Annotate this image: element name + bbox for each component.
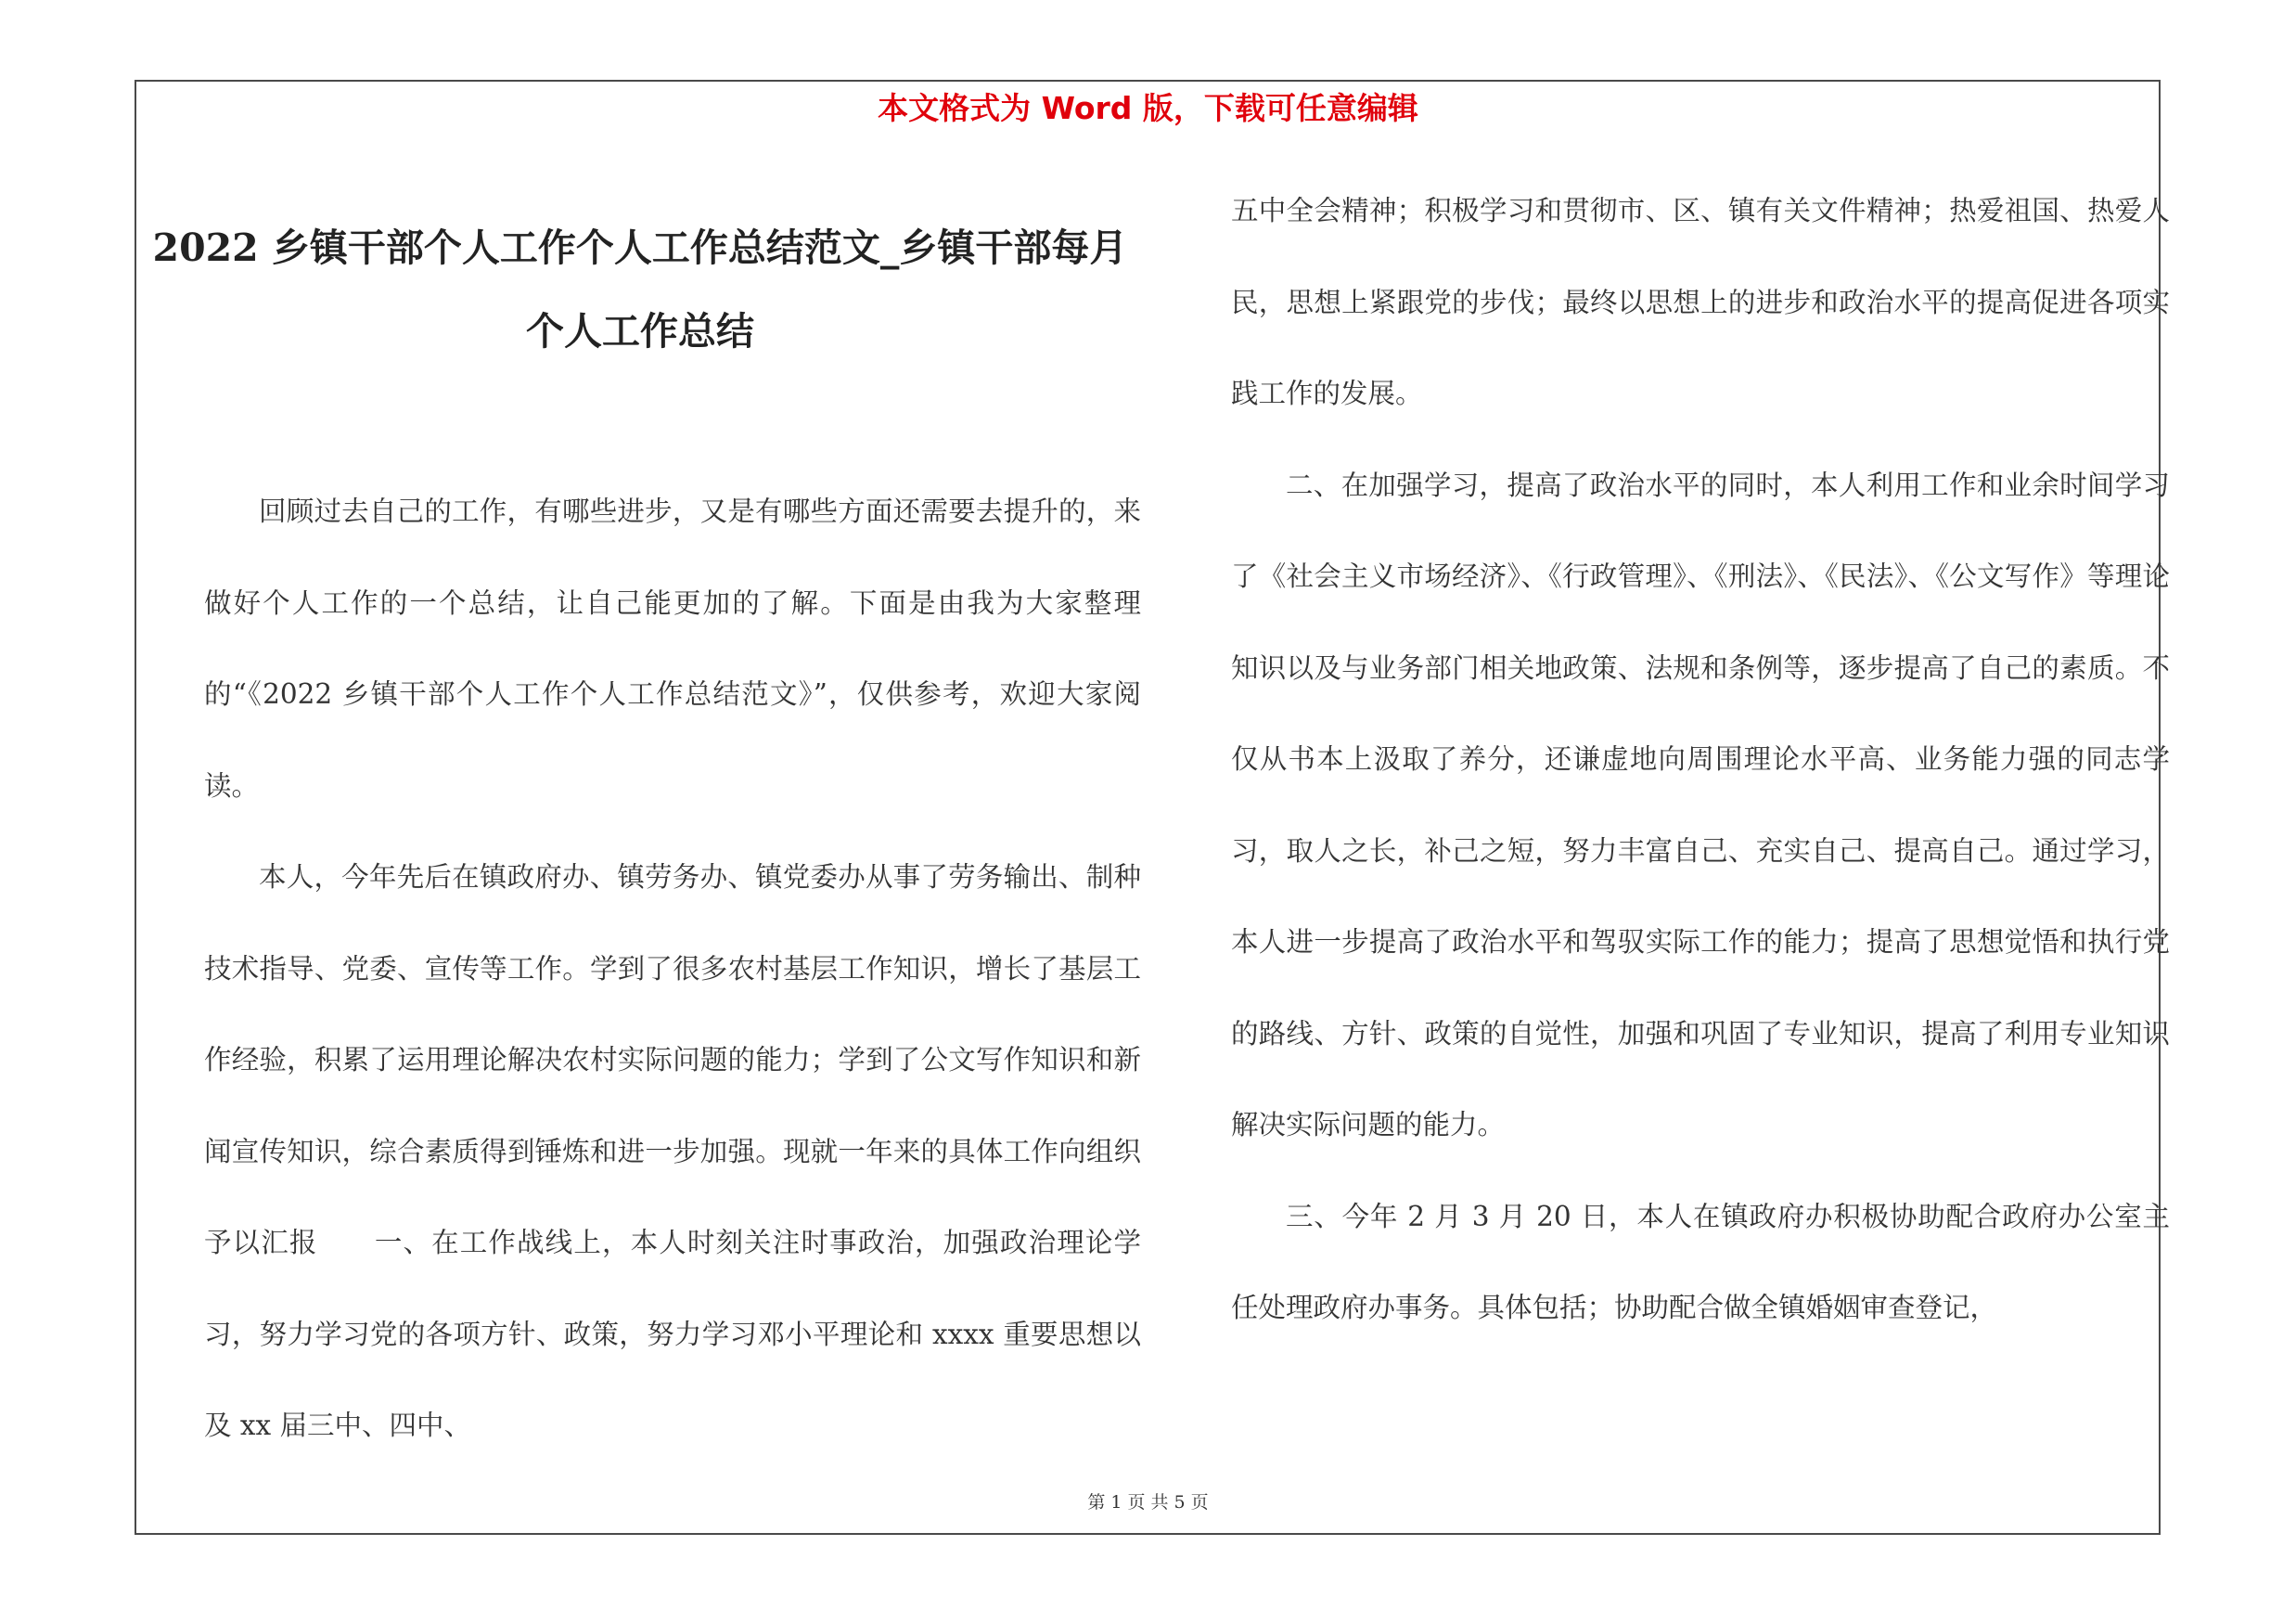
- paragraph-intro: 回顾过去自己的工作，有哪些进步，又是有哪些方面还需要去提升的，来做好个人工作的一个总结，让自己能更加的了解。下面是由我为大家整理的“《2022 乡镇干部个人工作个人工作总结范文》”，仅供参考，欢迎大家阅读。: [204, 496, 1141, 802]
- paragraph-study: 二、在加强学习，提高了政治水平的同时，本人利用工作和业余时间学习了《社会主义市场经济》、《行政管理》、《刑法》、《民法》、《公文写作》等理论知识以及与业务部门相关地政策、法规和条例等，逐步提高了自己的素质。不仅从书本上汲取了养分，还谦虚地向周围理论水平高、业务能力强的同志学习，取人之长，补己之短，努力丰富自己、充实自己、提高自己。通过学习，本人进一步提高了政治水平和驾驭实际工作的能力；提高了思想觉悟和执行党的路线、方针、政策的自觉性，加强和巩固了专业知识，提高了利用专业知识解决实际问题的能力。: [1231, 469, 2170, 1140]
- page-number-footer: 第 1 页 共 5 页: [1087, 1492, 1209, 1513]
- paragraph-continued: 五中全会精神；积极学习和贯彻市、区、镇有关文件精神；热爱祖国、热爱人民，思想上紧跟党的步伐；最终以思想上的进步和政治水平的提高促进各项实践工作的发展。: [1231, 195, 2170, 409]
- word-format-banner: 本文格式为 Word 版，下载可任意编辑: [878, 90, 1418, 126]
- document-title: 2022 乡镇干部个人工作个人工作总结范文_乡镇干部每月个人工作总结: [152, 225, 1128, 354]
- left-column: [204, 466, 1141, 1472]
- right-column: [1231, 165, 2170, 1354]
- paragraph-office-work: 三、今年 2 月 3 月 20 日，本人在镇政府办积极协助配合政府办公室主任处理政府办事务。具体包括；协助配合做全镇婚姻审查登记，: [1231, 1200, 2170, 1323]
- paragraph-work-summary: 本人，今年先后在镇政府办、镇劳务办、镇党委办从事了劳务输出、制种技术指导、党委、宣传等工作。学到了很多农村基层工作知识，增长了基层工作经验，积累了运用理论解决农村实际问题的能力；学到了公文写作知识和新闻宣传知识，综合素质得到锤炼和进一步加强。现就一年来的具体工作向组织予以汇报 一、在工作战线上，本人时刻关注时事政治，加强政治理论学习，努力学习党的各项方针、政策，努力学习邓小平理论和 xxxx 重要思想以及 xx 届三中、四中、: [204, 861, 1141, 1441]
